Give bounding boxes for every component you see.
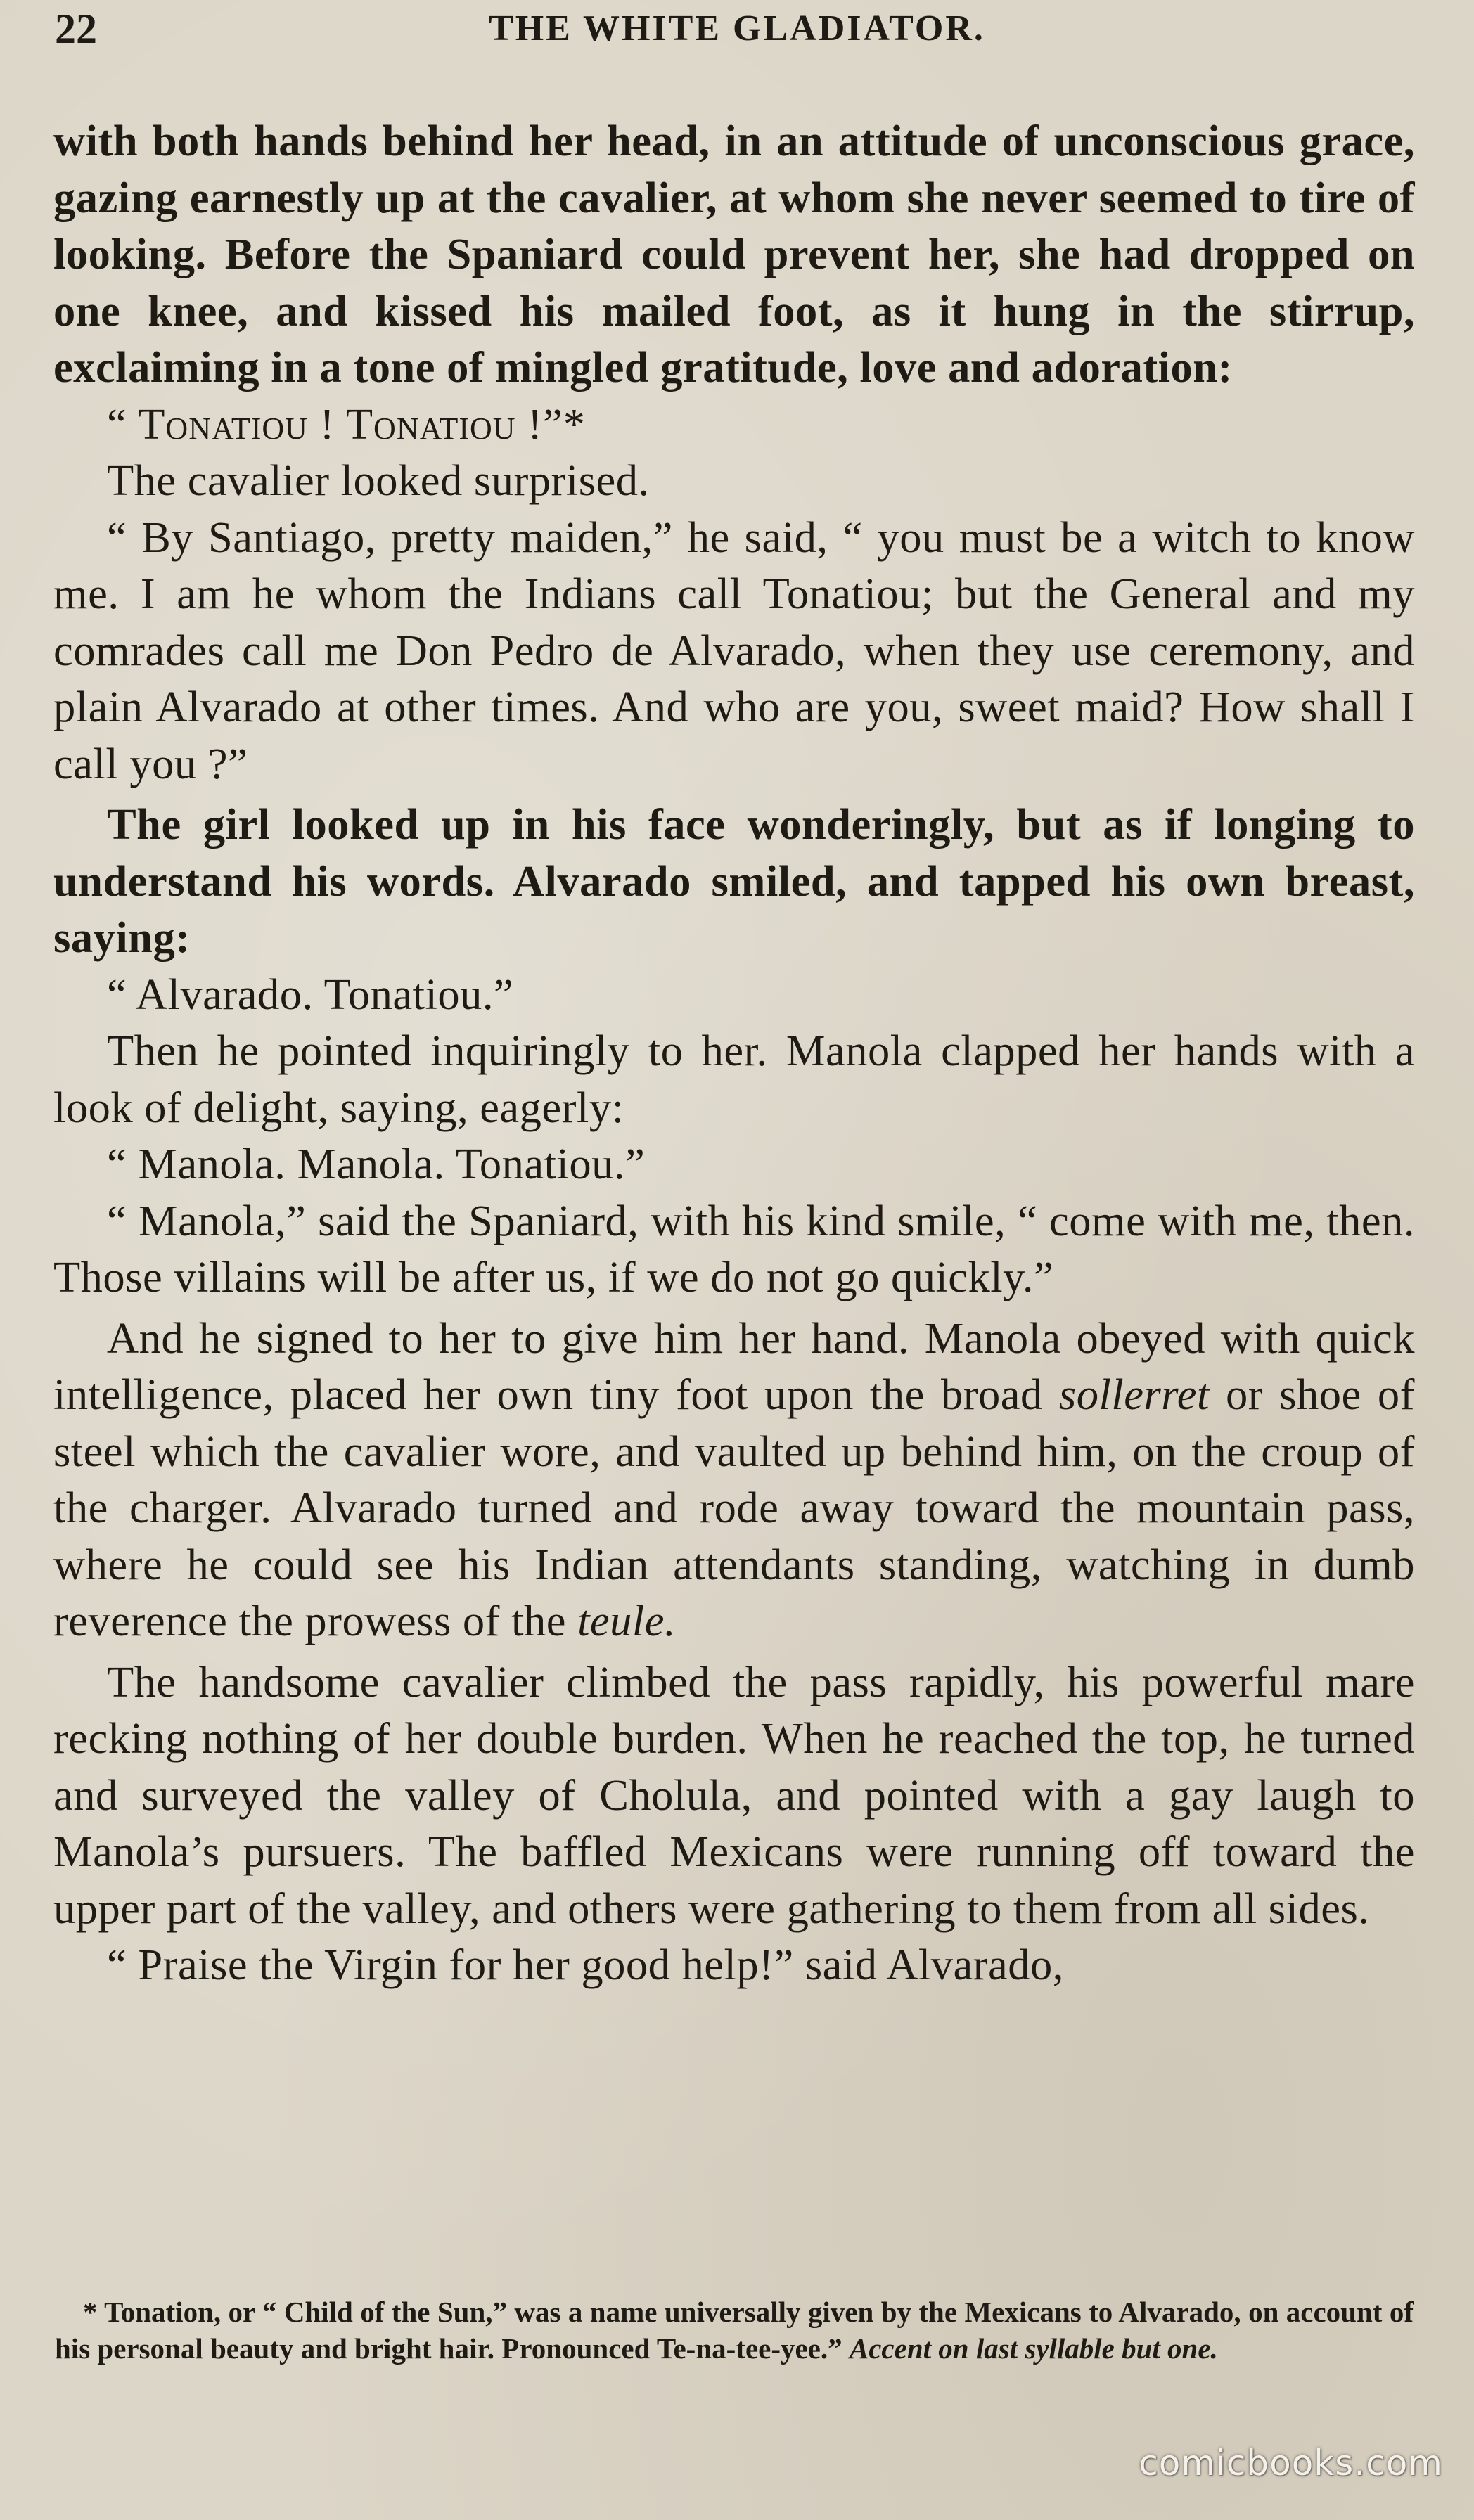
paragraph-1: with both hands behind her head, in an attitude of unconscious grace, gazing earnestly up at the cavalier, at whom she never seemed to tire of looking. Before the Spaniard could prevent her, she had dropped on one knee, and kissed his mailed foot, as it hung in the stirrup, exclaiming in a tone of mingled gratitude, love and adoration: xyxy=(53,116,1415,392)
sollerret-term: sollerret xyxy=(1058,1370,1210,1419)
watermark: comicbooks.com xyxy=(1139,2443,1443,2483)
paragraph-2: “ Tonatiou ! Tonatiou !”* xyxy=(107,399,587,449)
paragraph-12: “ Praise the Virgin for her good help!” said Alvarado, xyxy=(107,1940,1064,1989)
paragraph-7: Then he pointed inquiringly to her. Manola clapped her hands with a look of delight, saying, eagerly: xyxy=(53,1026,1415,1132)
page-number: 22 xyxy=(55,6,97,52)
paragraph-10-part-1: And he signed to her to give him her hand. Manola obeyed with quick intelligence, placed her own tiny foot upon the broad xyxy=(53,1313,1415,1419)
paragraph-10 xyxy=(53,1310,1415,1650)
footnote-text: * Tonation, or “ Child of the Sun,” was a name universally given by the Mexicans to Alvarado, on account of his personal beauty and bright hair. Pronounced Te-na-tee-yee.” xyxy=(55,2296,1414,2365)
paragraph-5: The girl looked up in his face wonderingly, but as if longing to understand his words. Alvarado smiled, and tapped his own breast, saying: xyxy=(53,799,1415,962)
running-title: THE WHITE GLADIATOR. xyxy=(489,8,985,49)
paragraph-4: “ By Santiago, pretty maiden,” he said, “ you must be a witch to know me. I am he whom the Indians call Tonatiou; but the General and my comrades call me Don Pedro de Alvarado, when they use ceremony, and plain Alvarado at other times. And who are you, sweet maid? How shall I call you ?” xyxy=(53,512,1415,788)
paragraph-8: “ Manola. Manola. Tonatiou.” xyxy=(107,1139,646,1188)
paragraph-11: The handsome cavalier climbed the pass rapidly, his powerful mare recking nothing of her double burden. When he reached the top, he turned and surveyed the valley of Cholula, and pointed with a gay laugh to Manola’s pursuers. The baffled Mexicans were running off toward the upper part of the valley, and others were gathering to them from all sides. xyxy=(53,1657,1415,1933)
footnote-accent-note: Accent on last syllable but one. xyxy=(849,2332,1218,2365)
paragraph-6: “ Alvarado. Tonatiou.” xyxy=(107,969,514,1019)
body-text xyxy=(53,112,1415,1993)
teule-term: teule. xyxy=(577,1596,677,1645)
footnote xyxy=(55,2294,1414,2367)
paragraph-9: “ Manola,” said the Spaniard, with his kind smile, “ come with me, then. Those villains will be after us, if we do not go quickly.” xyxy=(53,1195,1415,1301)
paragraph-10-part-2: or shoe of steel which the cavalier wore, and vaulted up behind him, on the croup of the charger. Alvarado turned and rode away toward the mountain pass, where he could see his Indian attendants standing, watching in dumb reverence the prowess of the xyxy=(53,1370,1415,1645)
running-head xyxy=(55,4,1419,53)
paragraph-3: The cavalier looked surprised. xyxy=(107,456,650,505)
